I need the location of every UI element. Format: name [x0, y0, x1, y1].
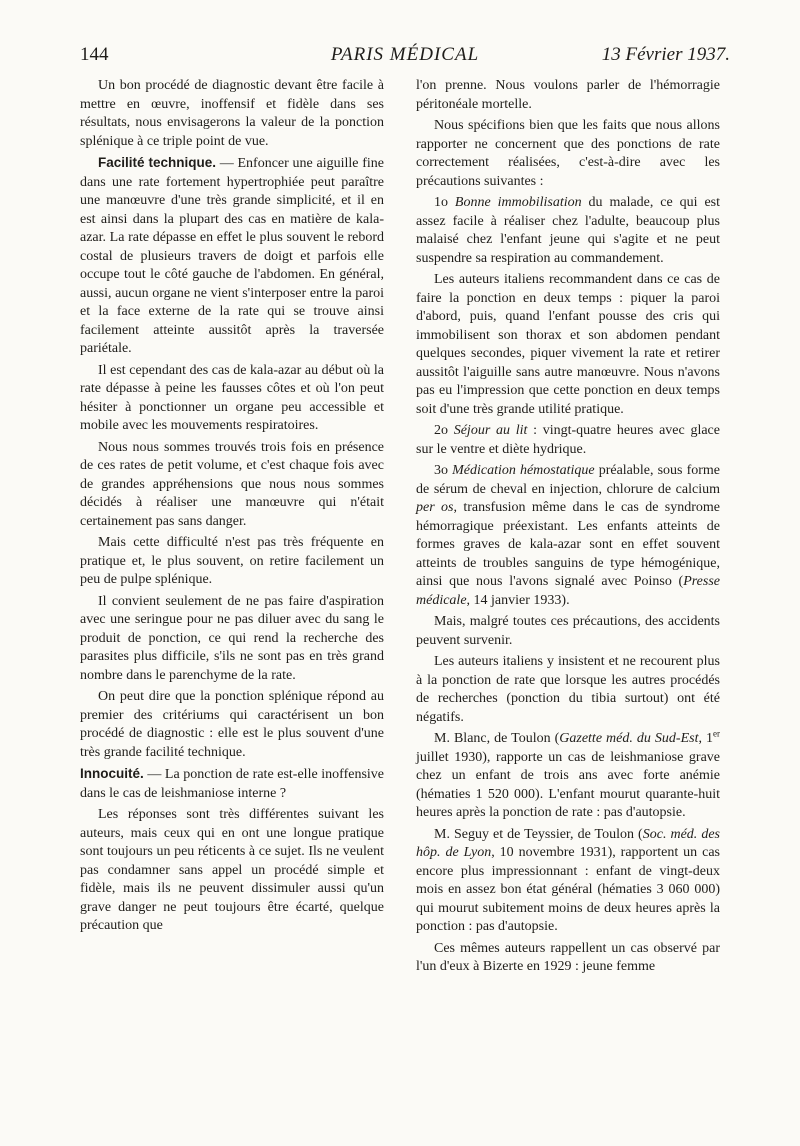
- paragraph: Les réponses sont très différentes suivant les auteurs, mais ceux qui en ont une longue pratique sont toujours un peu réticents à ce sujet. Ils ne veulent pas condamner sans appel un procédé simple et fidèle, mais ils ne peuvent dissimuler aussi qu'un grave danger ne peut toujours être écarté, quelque précaution que: [80, 807, 384, 933]
- paragraph: Les auteurs italiens y insistent et ne recourent plus à la ponction de rate que lorsque les autres procédés de recherches (ponction du tibia surtout) ont été négatifs.: [416, 654, 720, 725]
- list-number: 2o: [434, 423, 448, 438]
- paragraph: Il est cependant des cas de kala-azar au début où la rate dépasse à peine les fausses côtes et où l'on peut hésiter à ponctionner un organe peu accessible et mobile avec les mouvements respiratoires.: [80, 362, 384, 433]
- paragraph: Il convient seulement de ne pas faire d'aspiration avec une seringue pour ne pas diluer avec du sang le produit de ponction, ce qui rend la recherche des parasites plus difficile, s'ils ne sont pas en très grand nombre dans le parenchyme de la rate.: [80, 593, 384, 683]
- paragraph-text: préalable, sous forme de sérum de cheval en injection, chlorure de calcium: [416, 463, 721, 497]
- paragraph: On peut dire que la ponction splénique répond au premier des critériums qui caractérisent un bon procédé de diagnostic : elle est le plus souvent d'une très grande facilité technique.: [80, 689, 384, 760]
- paragraph: Ces mêmes auteurs rappellent un cas observé par l'un d'eux à Bizerte en 1929 : jeune femme: [416, 940, 720, 974]
- paragraph: [416, 194, 720, 268]
- paragraph-text: , 14 janvier 1933).: [466, 592, 570, 608]
- paragraph: Mais, malgré toutes ces précautions, des accidents peuvent survenir.: [416, 614, 720, 648]
- paragraph: Nous nous sommes trouvés trois fois en présence de ces rates de petit volume, et c'est chaque fois avec de grandes appréhensions que nous nous sommes décidés à réaliser une manœuvre qui n'était certainement pas sans danger.: [80, 439, 384, 529]
- paragraph-text: : vingt-quatre heures avec glace sur le ventre et diète hydrique.: [416, 423, 720, 457]
- paragraph: [416, 730, 720, 823]
- page-header: [80, 44, 730, 74]
- issue-date: 13 Février 1937.: [601, 44, 730, 65]
- emphasis: Bonne immobilisation: [454, 195, 582, 210]
- citation: Soc. méd. des hôp. de Lyon: [416, 826, 721, 860]
- paragraph: Un bon procédé de diagnostic devant être facile à mettre en œuvre, inoffensif et fidèle dans ses résultats, nous envisagerons la valeur de la ponction splénique à ce triple point de vue.: [80, 78, 384, 149]
- paragraph: Mais cette difficulté n'est pas très fréquente en pratique et, le plus souvent, on retire facilement un peu de pulpe splénique.: [80, 535, 384, 587]
- list-number: 1o: [434, 195, 448, 210]
- citation: Gazette méd. du Sud-Est: [559, 731, 699, 746]
- paragraph-text: , 1: [698, 731, 713, 746]
- paragraph: [416, 422, 720, 459]
- paragraph-text: M. Seguy et de Teyssier, de Toulon (: [434, 826, 643, 842]
- paragraph: [416, 462, 720, 610]
- paragraph-text: M. Blanc, de Toulon (: [434, 731, 560, 746]
- list-number: 3o: [434, 463, 448, 478]
- left-column: [80, 77, 384, 936]
- paragraph: Nous spécifions bien que les faits que nous allons rapporter ne concernent que des ponctions de rate correctement réalisées, c'est-à-dire avec les précautions suivantes :: [416, 118, 720, 189]
- paragraph-text: du malade, ce qui est assez facile à réaliser chez l'adulte, beaucoup plus malaisé chez l'enfant jeune qui s'agite et ne peut suspendre sa respiration au commandement.: [416, 195, 721, 266]
- paragraph-text: — Enfoncer une aiguille fine dans une rate fortement hypertrophiée peut paraître une manœuvre d'une très grande simplicité, et il en est ainsi dans la plupart des cas en matière de kala-azar. La rate dépasse en effet le plus souvent le rebord costal de plusieurs travers de doigt et parfois elle occupe tout le côté gauche de l'abdomen. En général, aussi, aucun organe ne vient s'interposer entre la paroi et la face externe de la rate qui se trouve ainsi facilement atteinte aussitôt après la traversée pariétale.: [80, 156, 384, 356]
- emphasis: Séjour au lit: [453, 423, 528, 438]
- section-heading: Facilité technique.: [98, 155, 217, 170]
- paragraph-text: juillet 1930), rapporte un cas de leishmaniose grave chez un enfant de trois ans avec forte anémie (hématies 1 520 000). L'enfant mourut quarante-huit heures après la ponction de rate : pas d'autopsie.: [416, 749, 720, 820]
- paragraph-text: , 10 novembre 1931), rapportent un cas encore plus impressionnant : enfant de vingt-deux mois en assez bon état général (hématies 3 060 000) qui mourut subitement moins de deux heures après la ponction : pas d'autopsie.: [416, 845, 720, 934]
- paragraph-text: — La ponction de rate est-elle inoffensive dans le cas de leishmaniose interne ?: [80, 767, 384, 801]
- superscript: er: [713, 728, 720, 739]
- citation: Presse médicale: [416, 574, 720, 608]
- section-heading: Innocuité.: [80, 766, 144, 781]
- paragraph-text: , transfusion même dans le cas de syndrome hémorragique préexistant. Les enfants atteints de formes graves de kala-azar sont en effet souvent atteints de troubles sanguins de type hémogénique, ainsi que nous l'avons signalé avec Poinso (: [416, 500, 720, 589]
- emphasis: per os: [416, 500, 454, 515]
- paragraph: [416, 826, 720, 937]
- page-number: 144: [80, 44, 109, 65]
- emphasis: Médication hémostatique: [452, 463, 595, 478]
- paragraph: l'on prenne. Nous voulons parler de l'hémorragie péritonéale mortelle.: [416, 78, 720, 112]
- paragraph: [80, 765, 384, 803]
- right-column: [416, 77, 720, 977]
- journal-title: PARIS MÉDICAL: [330, 44, 480, 65]
- paragraph: Les auteurs italiens recommandent dans ce cas de faire la ponction en deux temps : piquer la paroi d'abord, puis, quand l'enfant pousse des cris qui immobilisent son thorax et son abdomen pendant quelques secondes, piquer vivement la rate et retirer aussitôt l'aiguille sans autre manœuvre. Nous n'avons pas eu l'impression que cette ponction en deux temps soit d'une très grande utilité pratique.: [416, 272, 720, 417]
- paragraph: [80, 154, 384, 359]
